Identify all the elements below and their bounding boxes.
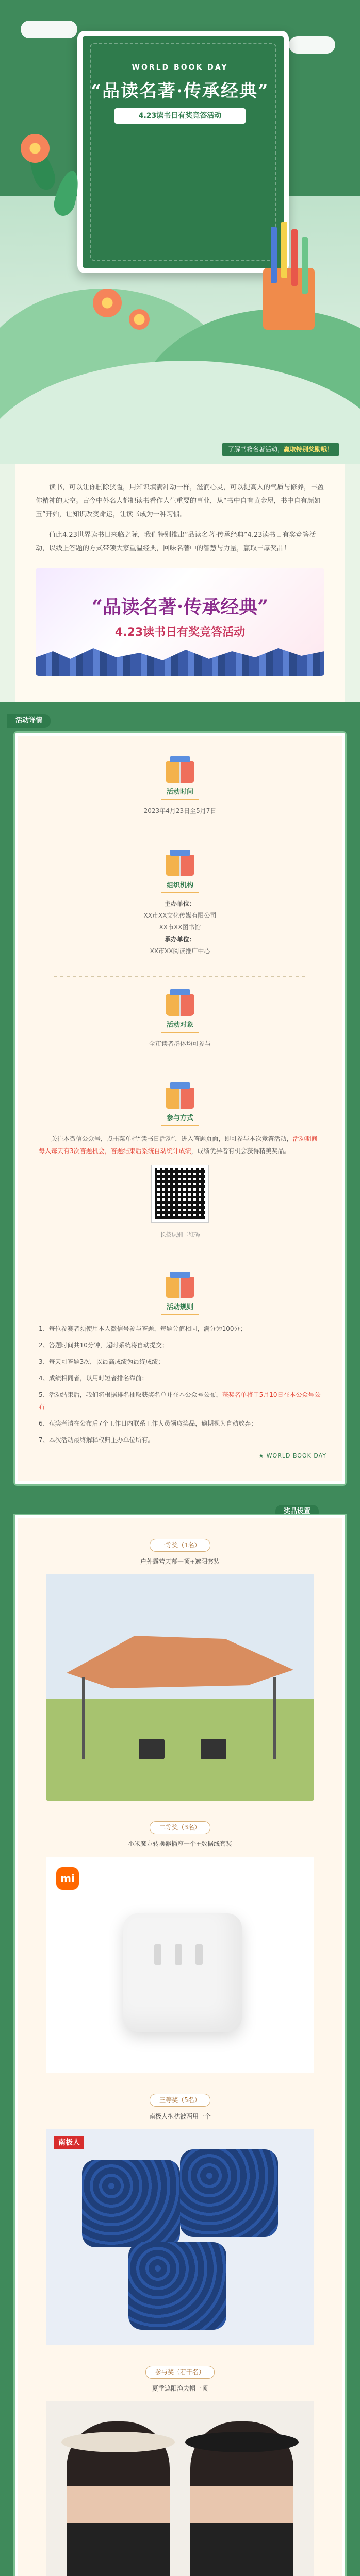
book-icon bbox=[166, 994, 194, 1016]
detail-heading: 活动时间 bbox=[161, 787, 199, 800]
prize-level: 三等奖（5名） bbox=[150, 2094, 210, 2107]
prize-second bbox=[39, 1821, 321, 2073]
divider bbox=[54, 976, 306, 977]
pole-shape bbox=[82, 1677, 85, 1759]
detail-target bbox=[34, 994, 326, 1050]
socket-image bbox=[46, 1857, 314, 2073]
rule-item: 6、获奖者请在公布后7个工作日内联系工作人员领取奖品，逾期视为自动放弃； bbox=[39, 1420, 257, 1428]
detail-time bbox=[34, 761, 326, 817]
detail-rules bbox=[34, 1277, 326, 1446]
chair-shape bbox=[201, 1739, 226, 1759]
prize-participation bbox=[39, 2366, 321, 2576]
canopy-shape bbox=[67, 1636, 293, 1698]
socket-cube bbox=[123, 1913, 242, 2032]
pencil-icon bbox=[291, 229, 298, 286]
co-label: 承办单位： bbox=[164, 935, 195, 943]
co-value: XX市XX阅读推广中心 bbox=[150, 947, 210, 955]
hero-title: “品读名著·传承经典” bbox=[91, 81, 269, 101]
hero-badge bbox=[222, 443, 339, 456]
detail-heading: 组织机构 bbox=[161, 880, 199, 893]
prize-name: 夏季遮阳渔夫帽一顶 bbox=[152, 2385, 208, 2393]
rule-item: 2、答题时间共10分钟，超时系统将自动提交； bbox=[39, 1342, 168, 1349]
rule-item-text: 5、活动结束后，我们将根据排名抽取获奖名单并在本公众号公布， bbox=[39, 1391, 222, 1399]
method-text-b: ，成绩优异者有机会获得精美奖品。 bbox=[191, 1147, 290, 1155]
skyline-illustration bbox=[36, 645, 324, 676]
prize-level: 参与奖（若干名） bbox=[145, 2366, 215, 2379]
intro-paragraph: 读书，可以让你删除狭隘，用知识填满冲动一样，滋润心灵，可以提高人的气质与修养，丰盈你精神的天空。古今中外名人都把读书看作人生重要的事业，从“书中自有黄金屋，书中自有颜如玉”开始，让知识改变命运，让读书成为一种习惯。 bbox=[36, 484, 324, 518]
prizes-frame bbox=[15, 1515, 345, 2576]
details-footer: ★ WORLD BOOK DAY bbox=[258, 1452, 326, 1460]
flower-icon bbox=[21, 134, 50, 163]
details-section bbox=[0, 702, 360, 1495]
book-icon bbox=[166, 855, 194, 876]
usb-port bbox=[175, 1944, 182, 1965]
rule-item: 3、每天可答题3次，以最高成绩为最终成绩； bbox=[39, 1358, 165, 1366]
tent-image bbox=[46, 1574, 314, 1801]
detail-text: 全市读者群体均可参与 bbox=[149, 1040, 211, 1048]
hero-banner bbox=[0, 0, 360, 464]
usb-port bbox=[154, 1944, 161, 1965]
host-value: XX市XX文化传媒有限公司 XX市XX图书馆 bbox=[143, 912, 217, 931]
detail-heading: 活动规则 bbox=[161, 1302, 199, 1315]
hat-image bbox=[46, 2401, 314, 2576]
method-text bbox=[34, 1132, 326, 1157]
method-text-highlight: 活动期间每人每天有3次答题机会，答题结束后系统自动统计成绩 bbox=[39, 1134, 318, 1155]
hero-tag: WORLD BOOK DAY bbox=[132, 63, 228, 72]
pencil-icon bbox=[281, 222, 287, 278]
detail-heading: 参与方式 bbox=[161, 1113, 199, 1126]
pillow-brand-logo: 南极人 bbox=[54, 2136, 84, 2149]
hero-badge-prefix: 了解书籍名著活动， bbox=[227, 446, 284, 453]
detail-org bbox=[34, 855, 326, 957]
prize-name: 户外露营天幕一顶+遮阳套装 bbox=[140, 1557, 220, 1565]
prize-first bbox=[39, 1539, 321, 1801]
book-icon bbox=[166, 1277, 194, 1298]
qr-label: 长按识别二维码 bbox=[160, 1231, 200, 1238]
prize-third bbox=[39, 2094, 321, 2345]
book-icon bbox=[166, 761, 194, 783]
pencil-icon bbox=[302, 237, 308, 294]
section-tab-prizes: 奖品设置 bbox=[275, 1505, 319, 1519]
prizes-section bbox=[0, 1495, 360, 2576]
method-text-a: 关注本微信公众号，点击菜单栏“读书日活动”，进入答题页面，即可参与本次竞答活动， bbox=[51, 1134, 293, 1142]
pillow-image bbox=[46, 2129, 314, 2345]
flower-icon bbox=[129, 309, 150, 330]
cushion-shape bbox=[128, 2242, 226, 2330]
pole-shape bbox=[273, 1677, 276, 1759]
cushion-shape bbox=[180, 2149, 278, 2237]
chair-shape bbox=[139, 1739, 165, 1759]
hero-subtitle: 4.23读书日有奖竞答活动 bbox=[114, 108, 246, 124]
activity-banner bbox=[36, 568, 324, 676]
rule-item: 1、每位参赛者须使用本人微信号参与答题，每题分值相同，满分为100分； bbox=[39, 1325, 247, 1333]
rule-highlight: 获奖名单将于5月10日在本公众号公布 bbox=[39, 1391, 321, 1411]
hero-badge-highlight: 赢取特别奖励哦！ bbox=[283, 446, 333, 453]
mi-logo-icon: mi bbox=[56, 1867, 79, 1890]
banner-title: “品读名著·传承经典” bbox=[92, 596, 268, 618]
cloud-decoration bbox=[289, 36, 335, 54]
detail-text bbox=[34, 898, 326, 957]
book-icon bbox=[166, 1088, 194, 1109]
rules-list bbox=[34, 1323, 326, 1446]
intro-paragraph: 值此4.23世界读书日来临之际，我们特别推出“品读名著·传承经典”4.23读书日有奖竞答活动，以线上答题的方式带领大家重温经典，回味名著中的智慧与力量，赢取丰厚奖品！ bbox=[36, 531, 316, 552]
section-tab-details: 活动详情 bbox=[7, 714, 51, 728]
pencil-icon bbox=[271, 227, 277, 283]
intro-section bbox=[15, 464, 345, 702]
banner-subtitle: 4.23读书日有奖竞答活动 bbox=[114, 626, 246, 639]
prize-level: 二等奖（3名） bbox=[150, 1821, 210, 1834]
detail-text: 2023年4月23日至5月7日 bbox=[143, 807, 217, 815]
prize-name: 小米魔方转换器插座一个+数据线套装 bbox=[127, 1840, 233, 1848]
detail-heading: 活动对象 bbox=[161, 1020, 199, 1033]
usb-port bbox=[195, 1944, 203, 1965]
cushion-shape bbox=[82, 2160, 180, 2247]
rule-item bbox=[39, 1388, 321, 1413]
host-label: 主办单位： bbox=[164, 900, 195, 908]
prize-name: 南极人抱枕被两用一个 bbox=[149, 2112, 211, 2120]
cloud-decoration bbox=[21, 21, 77, 38]
details-frame bbox=[15, 733, 345, 1484]
qr-code[interactable] bbox=[152, 1165, 208, 1222]
hat-brim-shape bbox=[61, 2432, 175, 2452]
hat-brim-shape bbox=[185, 2432, 299, 2452]
rule-item: 7、本次活动最终解释权归主办单位所有。 bbox=[39, 1436, 154, 1444]
detail-method bbox=[34, 1088, 326, 1239]
prize-level: 一等奖（1名） bbox=[150, 1539, 210, 1552]
rule-item: 4、成绩相同者，以用时短者排名靠前； bbox=[39, 1375, 148, 1382]
flower-icon bbox=[93, 289, 122, 317]
